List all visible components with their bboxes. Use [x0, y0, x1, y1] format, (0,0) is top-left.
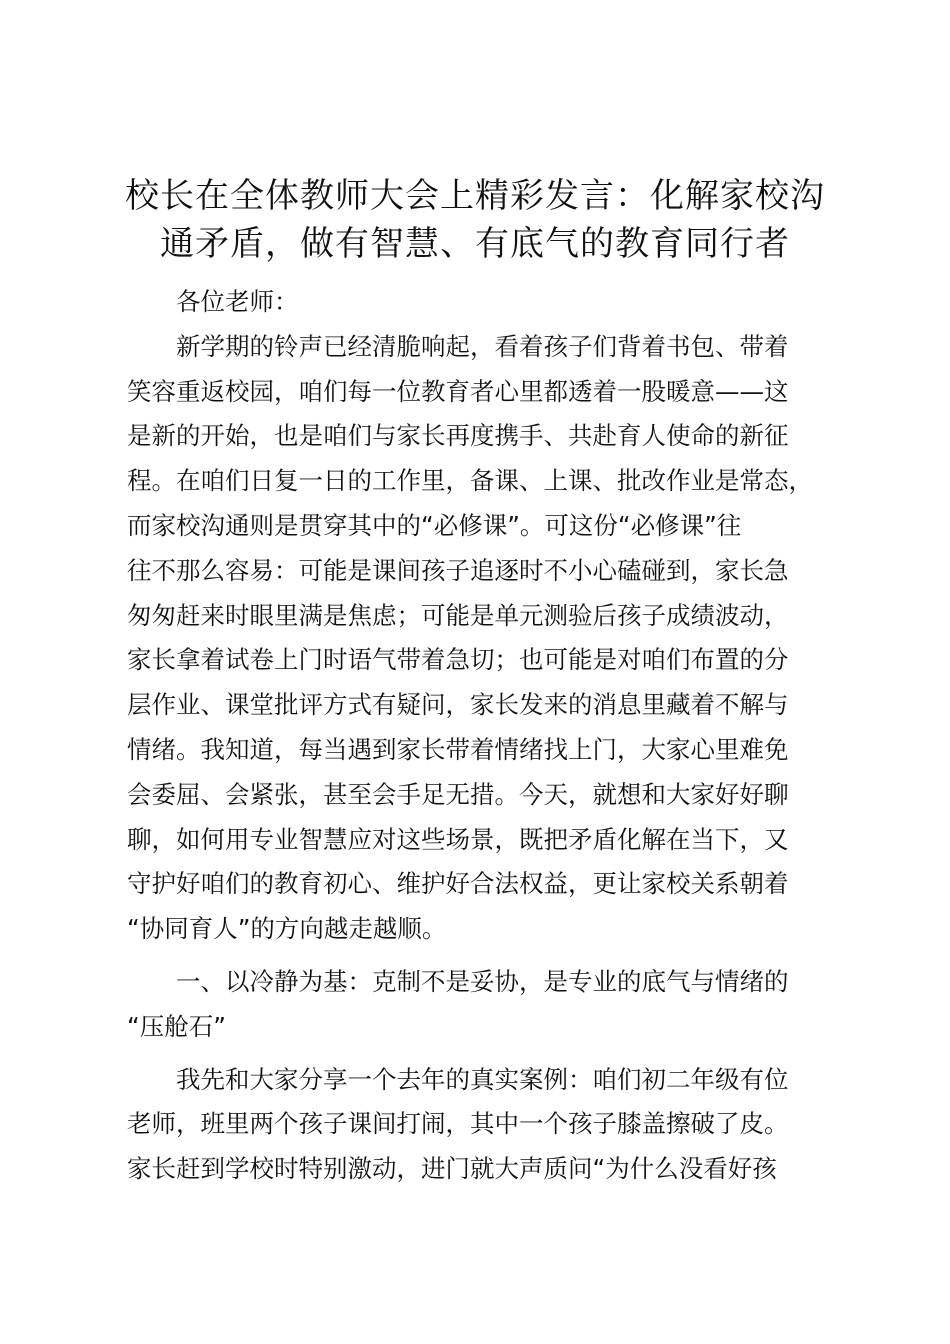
title-line: 通矛盾，做有智慧、有底气的教育同行者	[160, 224, 790, 264]
section-heading-line: “压舱石”	[127, 1011, 226, 1041]
paragraph-line: 层作业、课堂批评方式有疑问，家长发来的消息里藏着不解与	[127, 690, 789, 720]
paragraph-line: “协同育人”的方向越走越顺。	[127, 914, 447, 944]
paragraph-line: 匆匆赶来时眼里满是焦虑；可能是单元测验后孩子成绩波动，	[127, 600, 789, 630]
paragraph-line: 而家校沟通则是贯穿其中的“必修课”。可这份“必修课”往	[127, 510, 742, 540]
salutation: 各位老师：	[176, 287, 299, 316]
paragraph-2	[127, 1058, 837, 1192]
paragraph-line: 是新的开始，也是咱们与家长再度携手、共赴育人使命的新征	[127, 421, 789, 451]
paragraph-line: 家长赶到学校时特别激动，进门就大声质问“为什么没看好孩	[127, 1154, 777, 1184]
paragraph-line: 我先和大家分享一个去年的真实案例：咱们初二年级有位	[176, 1064, 789, 1094]
section-heading-line: 一、以冷静为基：克制不是妥协，是专业的底气与情绪的	[176, 966, 789, 996]
paragraph-line: 聊，如何用专业智慧应对这些场景，既把矛盾化解在当下，又	[127, 824, 789, 854]
paragraph-line: 新学期的铃声已经清脆响起，看着孩子们背着书包、带着	[176, 331, 789, 361]
paragraph-line: 会委屈、会紧张，甚至会手足无措。今天，就想和大家好好聊	[127, 779, 789, 809]
paragraph-line: 往不那么容易：可能是课间孩子追逐时不小心磕碰到，家长急	[127, 555, 789, 585]
paragraph-line: 情绪。我知道，每当遇到家长带着情绪找上门，大家心里难免	[127, 734, 789, 764]
title-line: 校长在全体教师大会上精彩发言：化解家校沟	[125, 176, 825, 216]
paragraph-line: 守护好咱们的教育初心、维护好合法权益，更让家校关系朝着	[127, 869, 789, 899]
paragraph-line: 老师，班里两个孩子课间打闹，其中一个孩子膝盖擦破了皮。	[127, 1109, 789, 1139]
paragraph-1	[127, 325, 837, 952]
document-body	[127, 280, 837, 1192]
section-1-heading	[127, 960, 837, 1050]
document-title	[100, 172, 850, 268]
paragraph-line: 家长拿着试卷上门时语气带着急切；也可能是对咱们布置的分	[127, 645, 789, 675]
paragraph-line: 笑容重返校园，咱们每一位教育者心里都透着一股暖意——这	[127, 376, 789, 406]
paragraph-line: 程。在咱们日复一日的工作里，备课、上课、批改作业是常态，	[127, 466, 813, 496]
